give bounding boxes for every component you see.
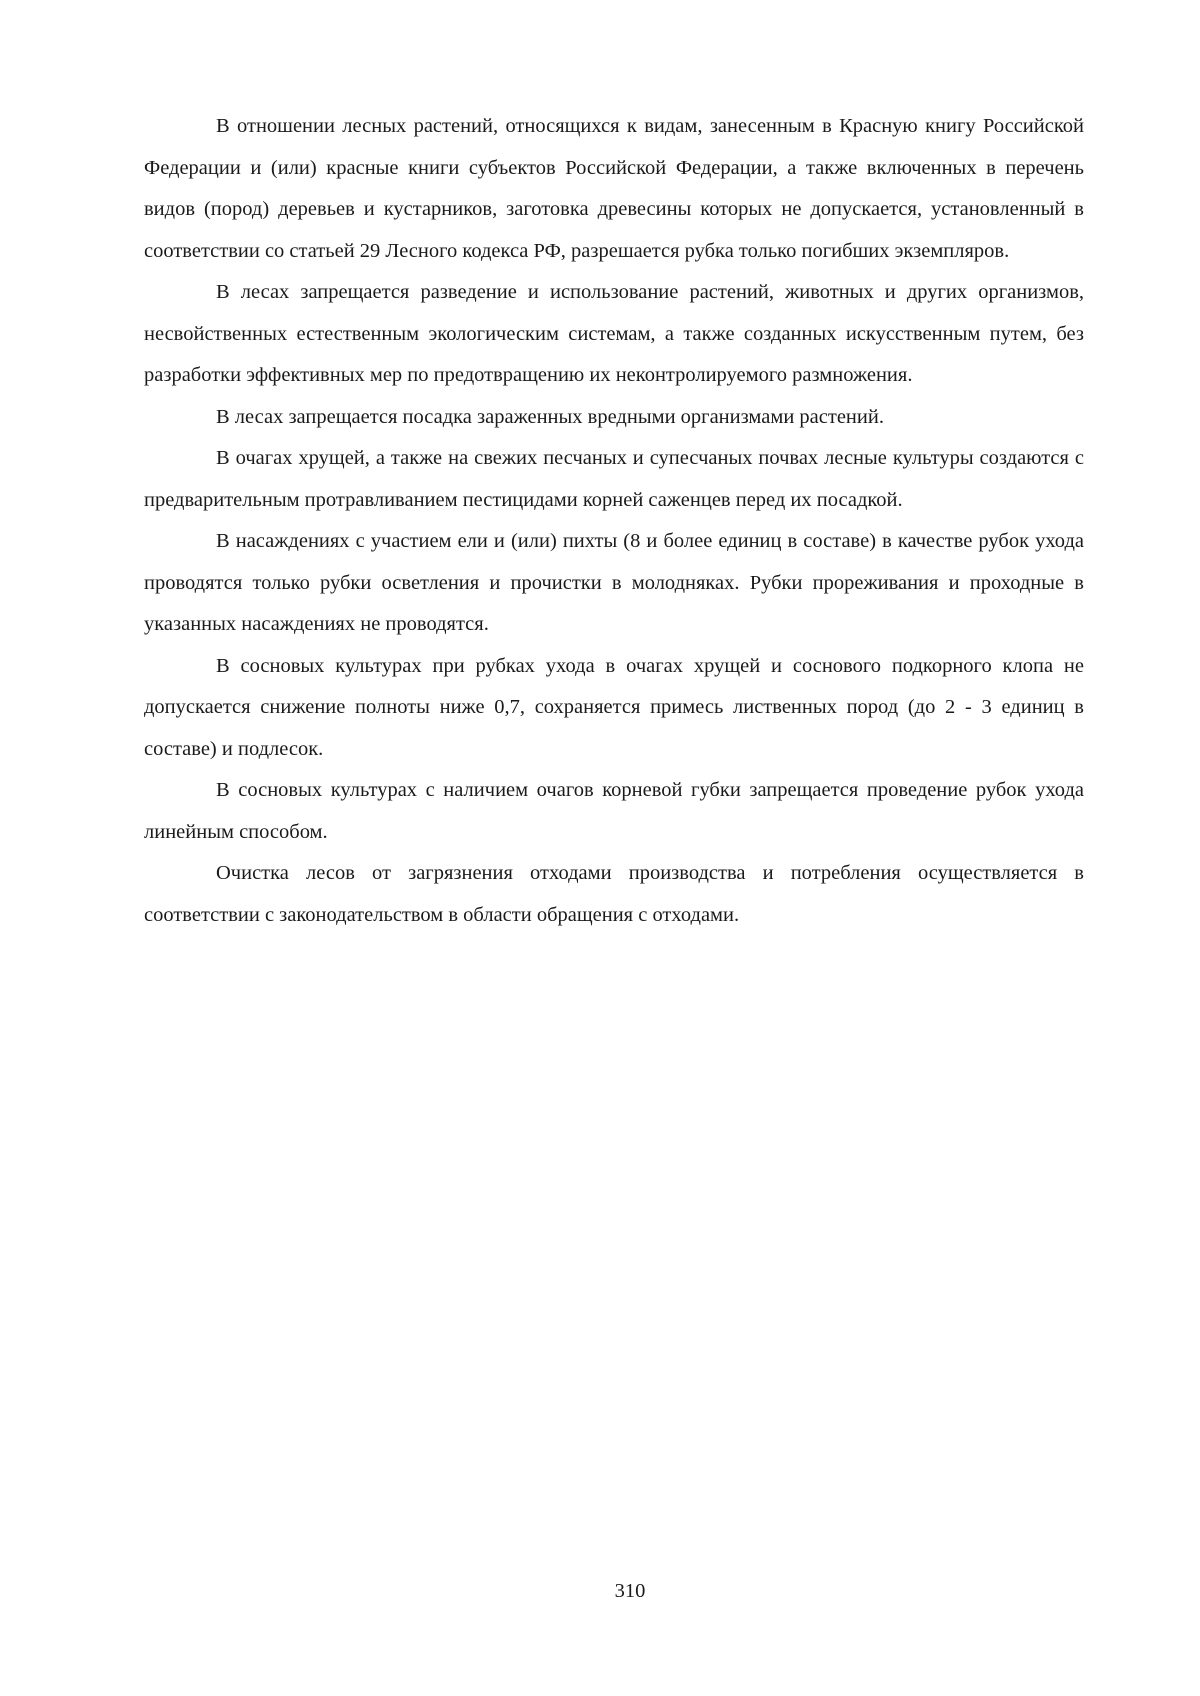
paragraph-pine-cultures-thinning: В сосновых культурах при рубках ухода в очагах хрущей и соснового подкорного клопа не допускается снижение полноты ниже 0,7, сохраняется примесь лиственных пород (до 2 - 3 единиц в составе) и подлесок. xyxy=(144,654,1084,760)
paragraph-red-book: В отношении лесных растений, относящихся к видам, занесенным в Красную книгу Российской Федерации и (или) красные книги субъектов Российской Федерации, а также включенных в перечень видов (пород) деревьев и кустарников, заготовка древесины которых не допускается, установленный в соответствии со статьей 29 Лесного кодекса РФ, разрешается рубка только погибших экземпляров. xyxy=(144,115,1084,262)
paragraph-invasive-organisms: В лесах запрещается разведение и использование растений, животных и других организмов, несвойственных естественным экологическим системам, а также созданных искусственным путем, без разработки эффективных мер по предотвращению их неконтролируемого размножения. xyxy=(144,281,1084,386)
body-text xyxy=(144,106,1084,936)
paragraph-chafer-foci: В очагах хрущей, а также на свежих песчаных и супесчаных почвах лесные культуры создаются с предварительным протравливанием пестицидами корней саженцев перед их посадкой. xyxy=(144,447,1084,511)
paragraph-root-fungus: В сосновых культурах с наличием очагов корневой губки запрещается проведение рубок ухода линейным способом. xyxy=(144,779,1084,843)
paragraph-spruce-fir-stands: В насаждениях с участием ели и (или) пихты (8 и более единиц в составе) в качестве рубок ухода проводятся только рубки осветления и прочистки в молодняках. Рубки прореживания и проходные в указанных насаждениях не проводятся. xyxy=(144,530,1084,635)
paragraph-infected-plants: В лесах запрещается посадка зараженных вредными организмами растений. xyxy=(216,405,884,428)
page-number: 310 xyxy=(614,1580,646,1602)
paragraph-waste-cleanup: Очистка лесов от загрязнения отходами производства и потребления осуществляется в соответствии с законодательством в области обращения с отходами. xyxy=(144,862,1084,926)
